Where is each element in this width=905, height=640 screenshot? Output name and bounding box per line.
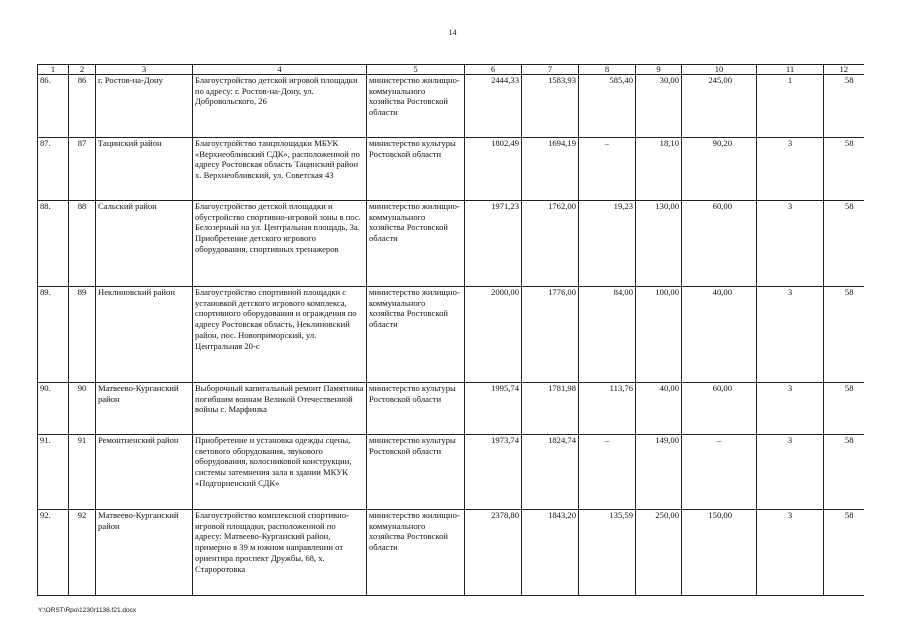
value-cell-11: 3 — [757, 510, 824, 596]
row-index: 90. — [38, 383, 69, 435]
table-row — [38, 510, 864, 596]
value-cell-8: – — [579, 138, 636, 201]
district-cell: Матвеево-Курганский район — [96, 383, 193, 435]
table-row — [38, 75, 864, 138]
row-index: 91. — [38, 435, 69, 510]
table-row — [38, 383, 864, 435]
table-row — [38, 138, 864, 201]
value-cell-7: 1781,98 — [522, 383, 579, 435]
row-number: 87 — [69, 138, 96, 201]
row-index: 89. — [38, 287, 69, 383]
row-number: 91 — [69, 435, 96, 510]
table-row — [38, 287, 864, 383]
description-cell: Приобретение и установка одежды сцены, светового оборудования, звукового оборудования, колосниковой конструкции, системы затемнения зала в здании МКУК «Подгорненский СДК» — [193, 435, 367, 510]
header-cell: 11 — [757, 65, 824, 75]
value-cell-7: 1776,00 — [522, 287, 579, 383]
header-cell: 10 — [682, 65, 757, 75]
value-cell-8: – — [579, 435, 636, 510]
description-cell: Благоустройство детской площадки и обустройство спортивно-игровой зоны в пос. Белозерный на ул. Центральная площадь, 3а. Приобретение детского игрового оборудования, спортивных тренажеров — [193, 201, 367, 287]
description-cell: Благоустройство комплексной спортивно-игровой площадки, расположенной по адресу: Матвеево-Курганский район, примерно в 39 м южном направлении от ориентира проспект Дружбы, 68, х. Староротовка — [193, 510, 367, 596]
header-cell: 4 — [193, 65, 367, 75]
value-cell-8: 19,23 — [579, 201, 636, 287]
ministry-cell: министерство жилищно-коммунального хозяйства Ростовской области — [367, 75, 465, 138]
value-cell-9: 149,00 — [636, 435, 682, 510]
value-cell-10: 90,20 — [682, 138, 757, 201]
value-cell-11: 3 — [757, 435, 824, 510]
description-cell: Благоустройство танцплощадки МБУК «Верхнеобливский СДК», расположенной по адресу Ростовская область Тацинский район х. Верхнеобливский, ул. Советская 43 — [193, 138, 367, 201]
ministry-cell: министерство культуры Ростовской области — [367, 138, 465, 201]
value-cell-11: 3 — [757, 138, 824, 201]
header-cell: 12 — [824, 65, 864, 75]
value-cell-7: 1762,00 — [522, 201, 579, 287]
value-cell-12: 58 — [824, 75, 864, 138]
budget-table — [37, 64, 864, 596]
value-cell-6: 1995,74 — [465, 383, 522, 435]
value-cell-10: 60,00 — [682, 383, 757, 435]
district-cell: Тацинский район — [96, 138, 193, 201]
ministry-cell: министерство культуры Ростовской области — [367, 435, 465, 510]
table-row — [38, 435, 864, 510]
row-number: 86 — [69, 75, 96, 138]
value-cell-12: 58 — [824, 383, 864, 435]
district-cell: Ремонтненский район — [96, 435, 193, 510]
row-index: 92. — [38, 510, 69, 596]
table-row — [38, 201, 864, 287]
row-index: 86. — [38, 75, 69, 138]
value-cell-12: 58 — [824, 510, 864, 596]
value-cell-9: 130,00 — [636, 201, 682, 287]
row-number: 90 — [69, 383, 96, 435]
value-cell-8: 84,00 — [579, 287, 636, 383]
value-cell-11: 3 — [757, 287, 824, 383]
value-cell-11: 3 — [757, 201, 824, 287]
ministry-cell: министерство жилищно-коммунального хозяйства Ростовской области — [367, 201, 465, 287]
value-cell-10: 40,00 — [682, 287, 757, 383]
value-cell-9: 30,00 — [636, 75, 682, 138]
page-number: 14 — [448, 28, 457, 37]
row-number: 89 — [69, 287, 96, 383]
value-cell-10: 150,00 — [682, 510, 757, 596]
value-cell-11: 1 — [757, 75, 824, 138]
header-cell: 7 — [522, 65, 579, 75]
value-cell-7: 1694,19 — [522, 138, 579, 201]
header-cell: 5 — [367, 65, 465, 75]
header-cell: 3 — [96, 65, 193, 75]
file-path-footer: Y:\ORST\Rpo\1230r1138.f21.docx — [38, 607, 137, 614]
value-cell-11: 3 — [757, 383, 824, 435]
value-cell-7: 1843,20 — [522, 510, 579, 596]
value-cell-10: – — [682, 435, 757, 510]
value-cell-8: 135,59 — [579, 510, 636, 596]
header-cell: 8 — [579, 65, 636, 75]
value-cell-9: 40,00 — [636, 383, 682, 435]
value-cell-9: 100,00 — [636, 287, 682, 383]
header-cell: 6 — [465, 65, 522, 75]
description-cell: Благоустройство спортивной площадки с установкой детского игрового комплекса, спортивного оборудования и ограждения по адресу Ростовская область, Неклиновский район, пос. Новоприморский, ул. Центральная 20-с — [193, 287, 367, 383]
ministry-cell: министерство жилищно-коммунального хозяйства Ростовской области — [367, 287, 465, 383]
row-number: 92 — [69, 510, 96, 596]
description-cell: Благоустройство детской игровой площадки по адресу: г. Ростов-на-Дону, ул. Добровольского, 26 — [193, 75, 367, 138]
value-cell-7: 1583,93 — [522, 75, 579, 138]
description-cell: Выборочный капитальный ремонт Памятника погибшим воинам Великой Отечественной войны с. Марфинка — [193, 383, 367, 435]
value-cell-9: 18,10 — [636, 138, 682, 201]
district-cell: Матвеево-Курганский район — [96, 510, 193, 596]
row-index: 88. — [38, 201, 69, 287]
value-cell-6: 1802,49 — [465, 138, 522, 201]
header-cell: 9 — [636, 65, 682, 75]
ministry-cell: министерство жилищно-коммунального хозяйства Ростовской области — [367, 510, 465, 596]
district-cell: г. Ростов-на-Дону — [96, 75, 193, 138]
value-cell-12: 58 — [824, 435, 864, 510]
value-cell-12: 58 — [824, 287, 864, 383]
value-cell-8: 585,40 — [579, 75, 636, 138]
row-number: 88 — [69, 201, 96, 287]
value-cell-10: 60,00 — [682, 201, 757, 287]
value-cell-6: 1973,74 — [465, 435, 522, 510]
table-header-row — [38, 65, 864, 75]
value-cell-6: 2444,33 — [465, 75, 522, 138]
value-cell-6: 2000,00 — [465, 287, 522, 383]
district-cell: Неклиновский район — [96, 287, 193, 383]
value-cell-10: 245,00 — [682, 75, 757, 138]
header-cell: 1 — [38, 65, 69, 75]
value-cell-6: 2378,80 — [465, 510, 522, 596]
value-cell-12: 58 — [824, 138, 864, 201]
value-cell-12: 58 — [824, 201, 864, 287]
value-cell-7: 1824,74 — [522, 435, 579, 510]
row-index: 87. — [38, 138, 69, 201]
value-cell-6: 1971,23 — [465, 201, 522, 287]
ministry-cell: министерство культуры Ростовской области — [367, 383, 465, 435]
district-cell: Сальский район — [96, 201, 193, 287]
value-cell-8: 113,76 — [579, 383, 636, 435]
value-cell-9: 250,00 — [636, 510, 682, 596]
header-cell: 2 — [69, 65, 96, 75]
